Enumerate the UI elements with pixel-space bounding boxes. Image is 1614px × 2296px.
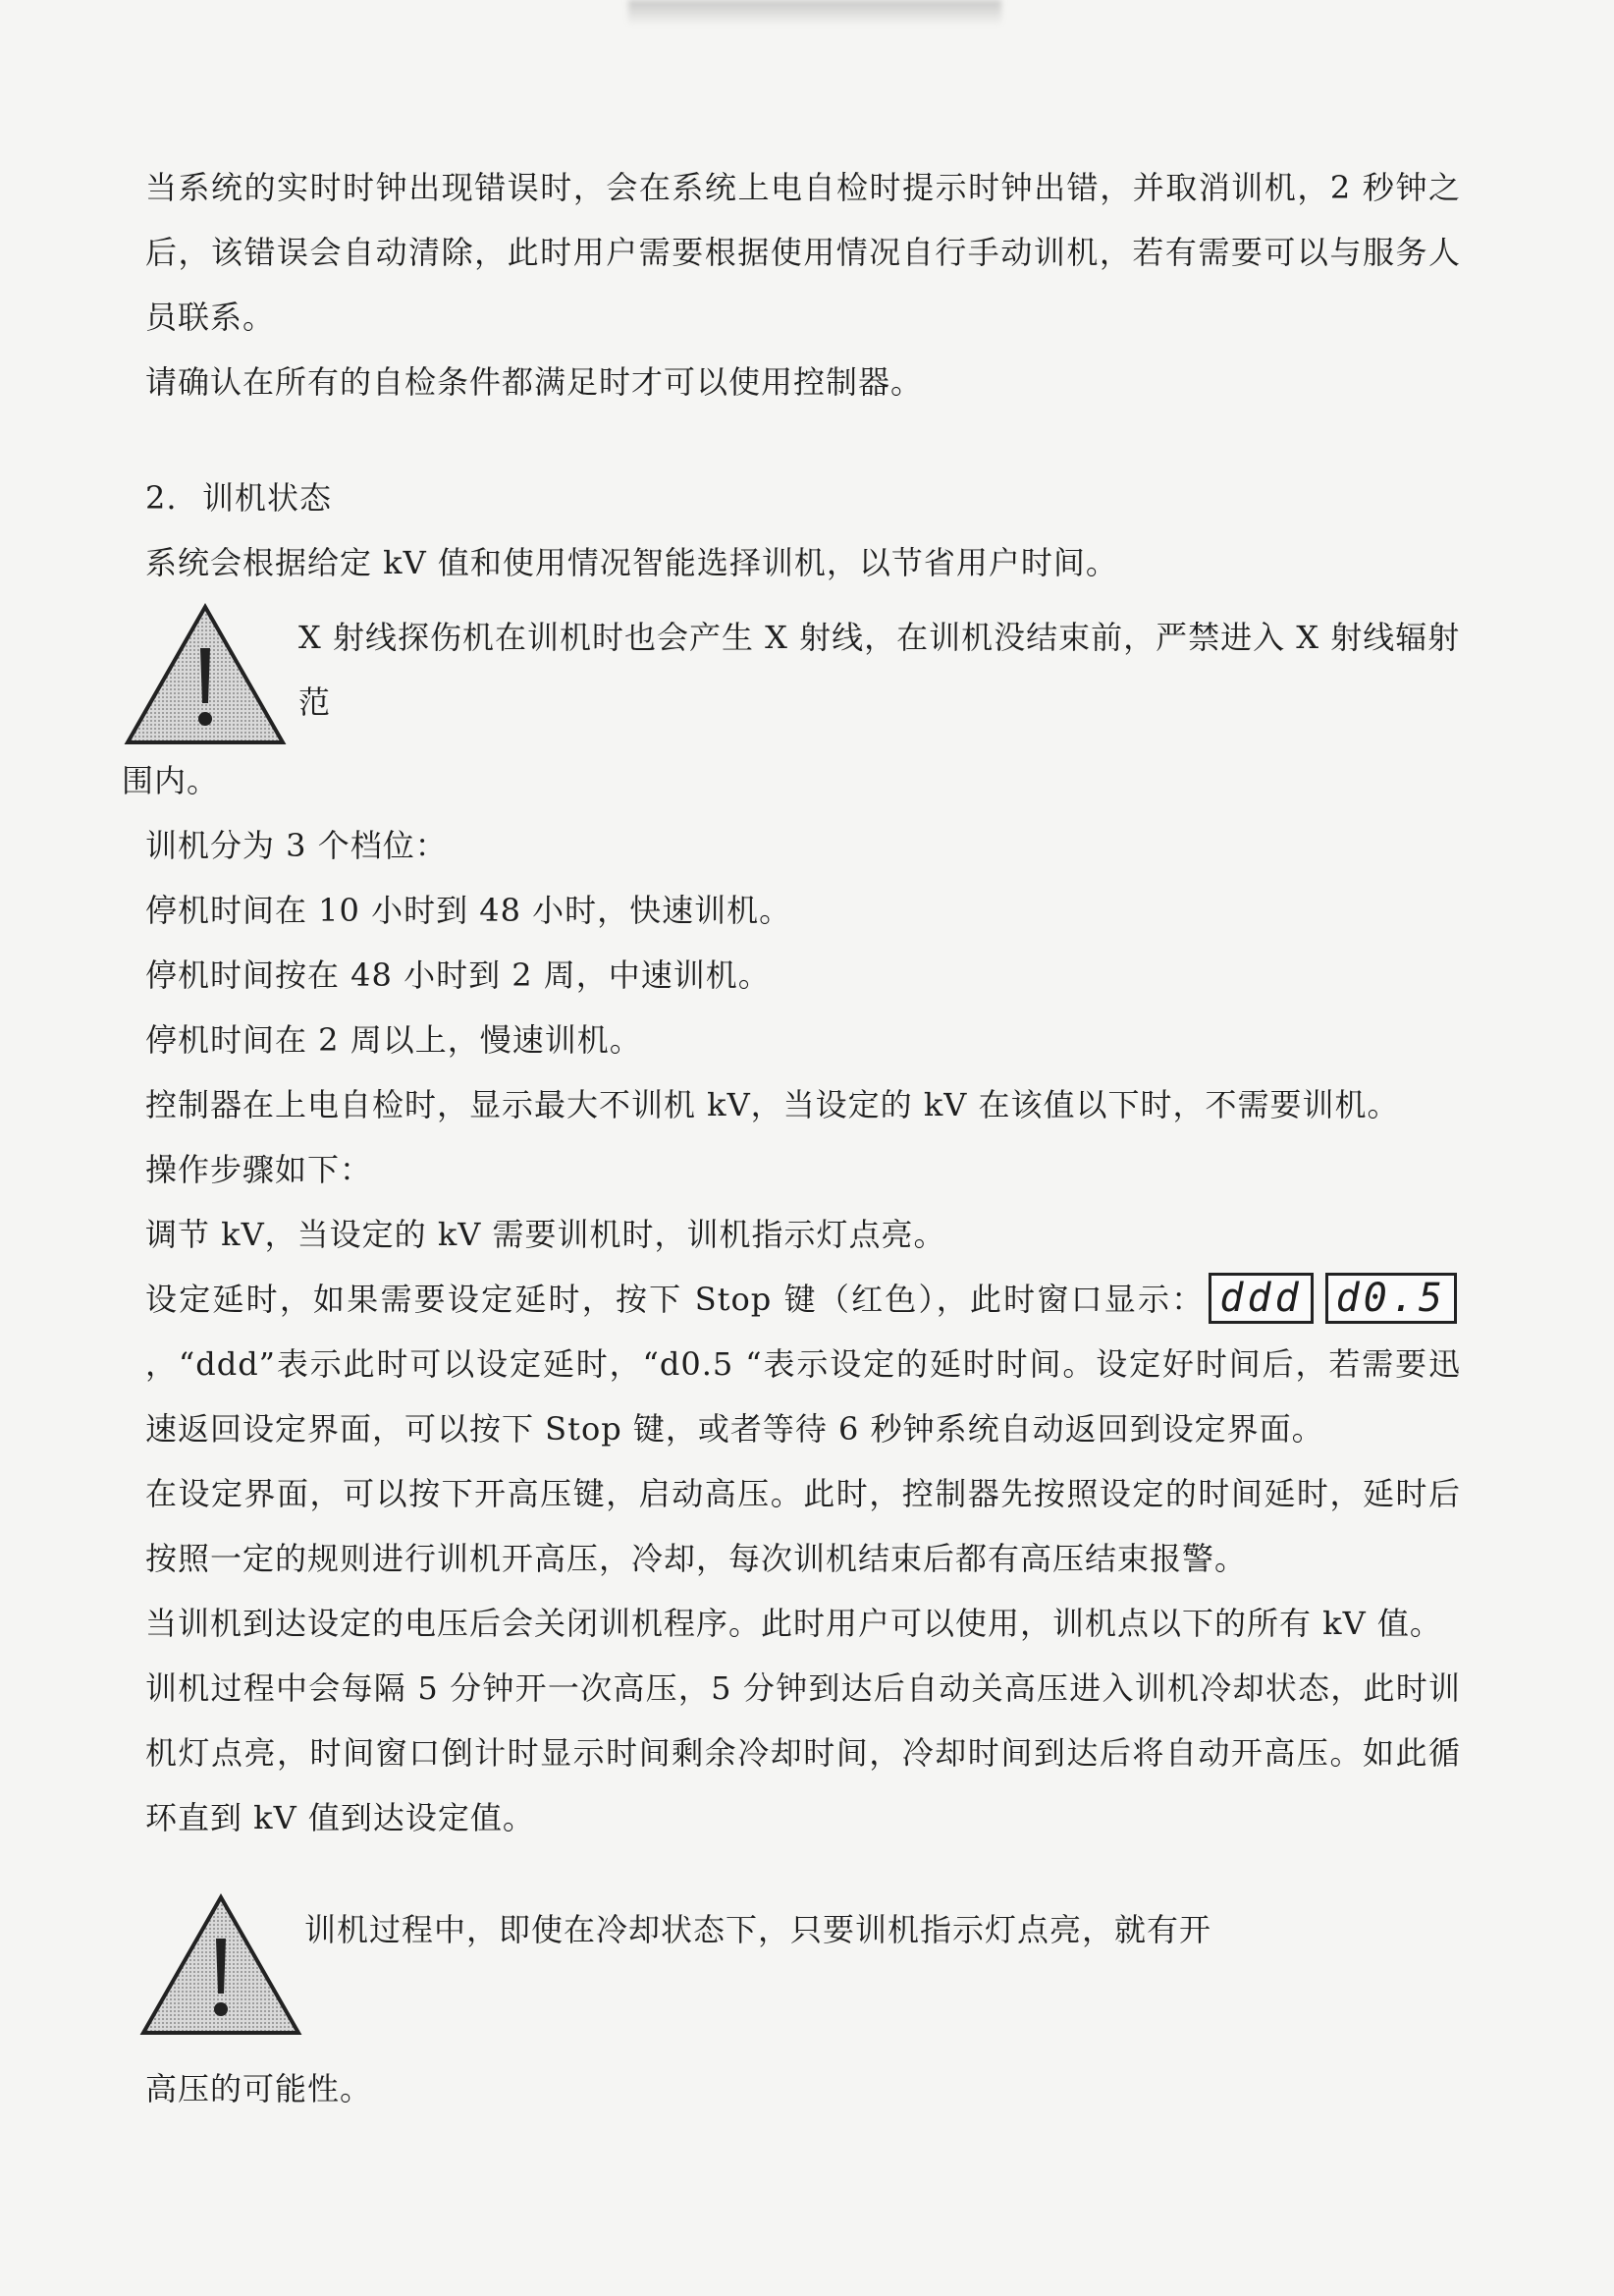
section-title: 训机状态 [202, 479, 333, 517]
delay-text-after: ，“ddd”表示此时可以设定延时，“d0.5 “表示设定的延时时间。设定好时间后，若需要迅速返回设定界面，可以按下 Stop 键，或者等待 6 秒钟系统自动返回到设定界面。 [145, 1345, 1461, 1448]
warning-text-2: 训机过程中，即使在冷却状态下，只要训机指示灯点亮，就有开 [304, 1911, 1212, 1948]
section-heading [145, 465, 1461, 530]
paragraph-levels-intro: 训机分为 3 个档位： [145, 827, 448, 864]
scan-smudge [628, 0, 1001, 26]
paragraph-intro: 系统会根据给定 kV 值和使用情况智能选择训机，以节省用户时间。 [145, 544, 1118, 581]
paragraph-training-cycle: 训机过程中会每隔 5 分钟开一次高压，5 分钟到达后自动关高压进入训机冷却状态，此时训机灯点亮，时间窗口倒计时显示时间剩余冷却时间，冷却时间到达后将自动开高压。如此循环直到 kV 值到达设定值。 [145, 1669, 1461, 1836]
warning-text-2-continued: 高压的可能性。 [145, 2070, 373, 2107]
paragraph-training-end: 当训机到达设定的电压后会关闭训机程序。此时用户可以使用，训机点以下的所有 kV 值。 [145, 1605, 1442, 1642]
paragraph-confirm-selfcheck: 请确认在所有的自检条件都满足时才可以使用控制器。 [145, 363, 924, 401]
warning-text-1: X 射线探伤机在训机时也会产生 X 射线，在训机没结束前，严禁进入 X 射线辐射范 [298, 619, 1461, 721]
paragraph-step-adjust: 调节 kV，当设定的 kV 需要训机时，训机指示灯点亮。 [145, 1216, 946, 1253]
list-item-level-fast: 停机时间在 10 小时到 48 小时，快速训机。 [145, 892, 792, 929]
segment-display-ddd: ddd [1209, 1273, 1313, 1324]
section-number: 2. [145, 479, 178, 517]
warning-triangle-icon [122, 601, 289, 748]
paragraph-selfcheck-kv: 控制器在上电自检时，显示最大不训机 kV，当设定的 kV 在该值以下时，不需要训机。 [145, 1086, 1400, 1123]
warning-triangle-icon [137, 1891, 304, 2039]
document-body [122, 155, 1461, 2121]
paragraph-delay [145, 1267, 1461, 1461]
delay-text-before: 设定延时，如果需要设定延时，按下 Stop 键（红色），此时窗口显示： [145, 1281, 1206, 1318]
paragraph-start-hv: 在设定界面，可以按下开高压键，启动高压。此时，控制器先按照设定的时间延时，延时后按照一定的规则进行训机开高压，冷却，每次训机结束后都有高压结束报警。 [145, 1475, 1461, 1577]
paragraph-steps-title: 操作步骤如下： [145, 1151, 373, 1188]
warning-text-1-continued: 围内。 [122, 762, 220, 799]
paragraph-clock-error: 当系统的实时时钟出现错误时，会在系统上电自检时提示时钟出错，并取消训机，2 秒钟之后，该错误会自动清除，此时用户需要根据使用情况自行手动训机，若有需要可以与服务人员联系。 [145, 169, 1461, 336]
warning-block-1 [145, 601, 1461, 748]
segment-display-d05: d0.5 [1325, 1273, 1457, 1324]
warning-block-2 [145, 1891, 1461, 2039]
spacer [145, 414, 1461, 465]
segment-display-group [1209, 1273, 1457, 1324]
list-item-level-medium: 停机时间按在 48 小时到 2 周，中速训机。 [145, 957, 771, 994]
list-item-level-slow: 停机时间在 2 周以上，慢速训机。 [145, 1021, 642, 1059]
